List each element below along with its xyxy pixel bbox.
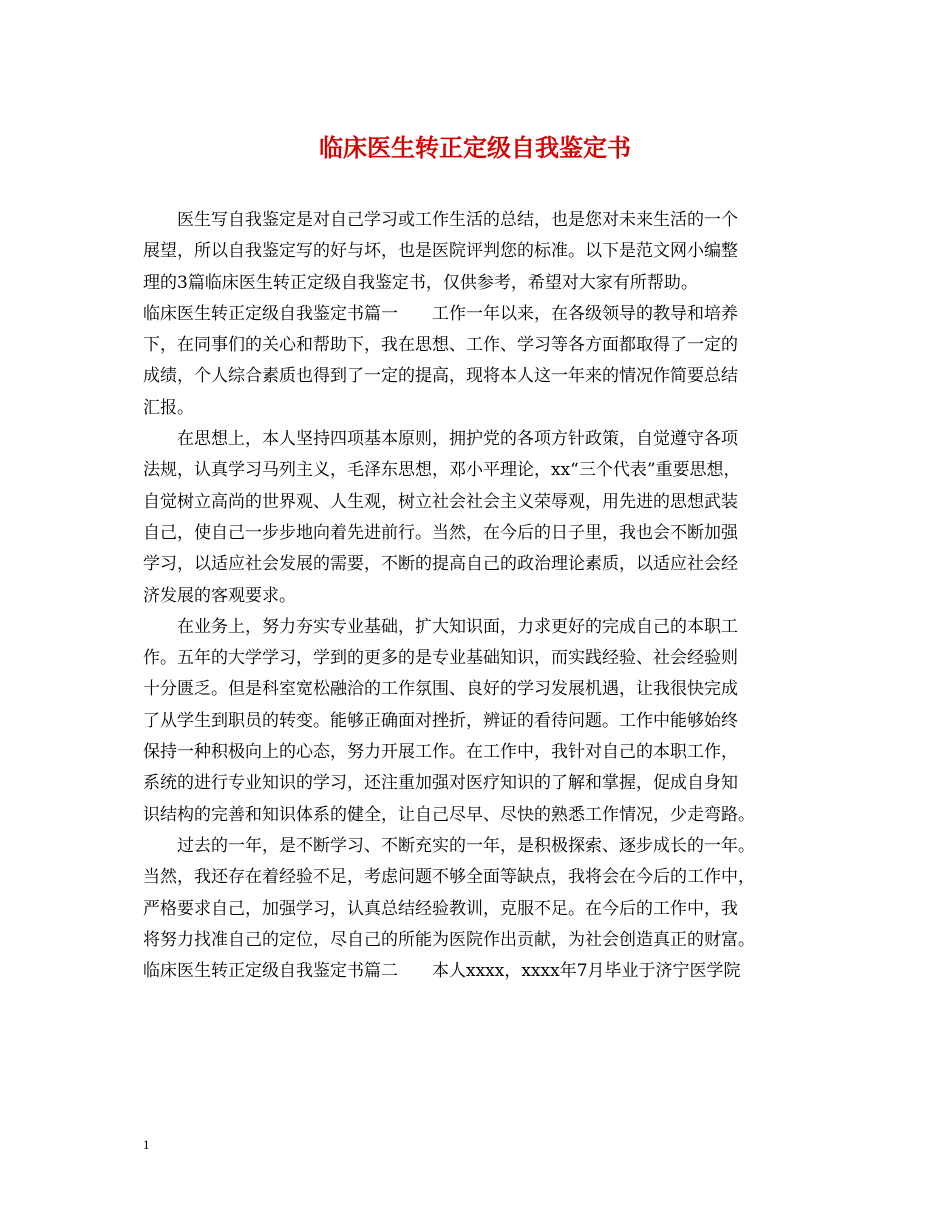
body-line: 过去的一年，是不断学习、不断充实的一年，是积极探索、逐步成长的一年。 <box>143 835 755 856</box>
body-line: 识结构的完善和知识体系的健全，让自己尽早、尽快的熟悉工作情况，少走弯路。 <box>143 804 755 825</box>
page-number: 1 <box>143 1137 150 1152</box>
body-line: 在思想上，本人坚持四项基本原则，拥护党的各项方针政策，自觉遵守各项 <box>143 429 738 450</box>
body-line: 成绩，个人综合素质也得到了一定的提高，现将本人这一年来的情况作简要总结 <box>143 366 738 387</box>
body-line: 医生写自我鉴定是对自己学习或工作生活的总结，也是您对未来生活的一个 <box>143 210 738 230</box>
body-line: 将努力找准自己的定位，尽自己的所能为医院作出贡献，为社会创造真正的财富。 <box>143 929 755 950</box>
body-line: 济发展的客观要求。 <box>143 585 296 606</box>
body-line: 汇报。 <box>143 397 194 418</box>
body-line: 保持一种积极向上的心态，努力开展工作。在工作中，我针对自己的本职工作， <box>143 742 738 763</box>
body-line: 理的3篇临床医生转正定级自我鉴定书，仅供参考，希望对大家有所帮助。 <box>143 272 698 293</box>
body-line: 作。五年的大学学习，学到的更多的是专业基础知识，而实践经验、社会经验则 <box>143 648 738 669</box>
body-line: 自觉树立高尚的世界观、人生观，树立社会社会主义荣辱观，用先进的思想武装 <box>143 491 738 512</box>
body-line: 当然，我还存在着经验不足，考虑问题不够全面等缺点，我将会在今后的工作中， <box>143 867 755 888</box>
document-body <box>143 205 815 987</box>
body-line: 十分匮乏。但是科室宽松融洽的工作氛围、良好的学习发展机遇，让我很快完成 <box>143 679 738 700</box>
body-line: 临床医生转正定级自我鉴定书篇一 工作一年以来，在各级领导的教导和培养 <box>143 303 738 324</box>
body-line: 学习，以适应社会发展的需要，不断的提高自己的政治理论素质，以适应社会经 <box>143 554 738 575</box>
body-line: 系统的进行专业知识的学习，还注重加强对医疗知识的了解和掌握，促成自身知 <box>143 773 738 794</box>
document-title: 临床医生转正定级自我鉴定书 <box>319 134 631 162</box>
body-line: 下，在同事们的关心和帮助下，我在思想、工作、学习等各方面都取得了一定的 <box>143 335 738 356</box>
body-line: 法规，认真学习马列主义，毛泽东思想，邓小平理论，xx“三个代表”重要思想， <box>143 460 741 481</box>
body-line: 自己，使自己一步步地向着先进前行。当然，在今后的日子里，我也会不断加强 <box>143 522 738 543</box>
body-line: 展望，所以自我鉴定写的好与坏，也是医院评判您的标准。以下是范文网小编整 <box>143 241 738 262</box>
body-line: 严格要求自己，加强学习，认真总结经验教训，克服不足。在今后的工作中，我 <box>143 898 738 919</box>
body-line: 了从学生到职员的转变。能够正确面对挫折，辨证的看待问题。工作中能够始终 <box>143 710 738 731</box>
body-line: 在业务上，努力夯实专业基础，扩大知识面，力求更好的完成自己的本职工 <box>143 616 738 637</box>
body-line: 临床医生转正定级自我鉴定书篇二 本人xxxx，xxxx年7月毕业于济宁医学院 <box>143 961 741 982</box>
